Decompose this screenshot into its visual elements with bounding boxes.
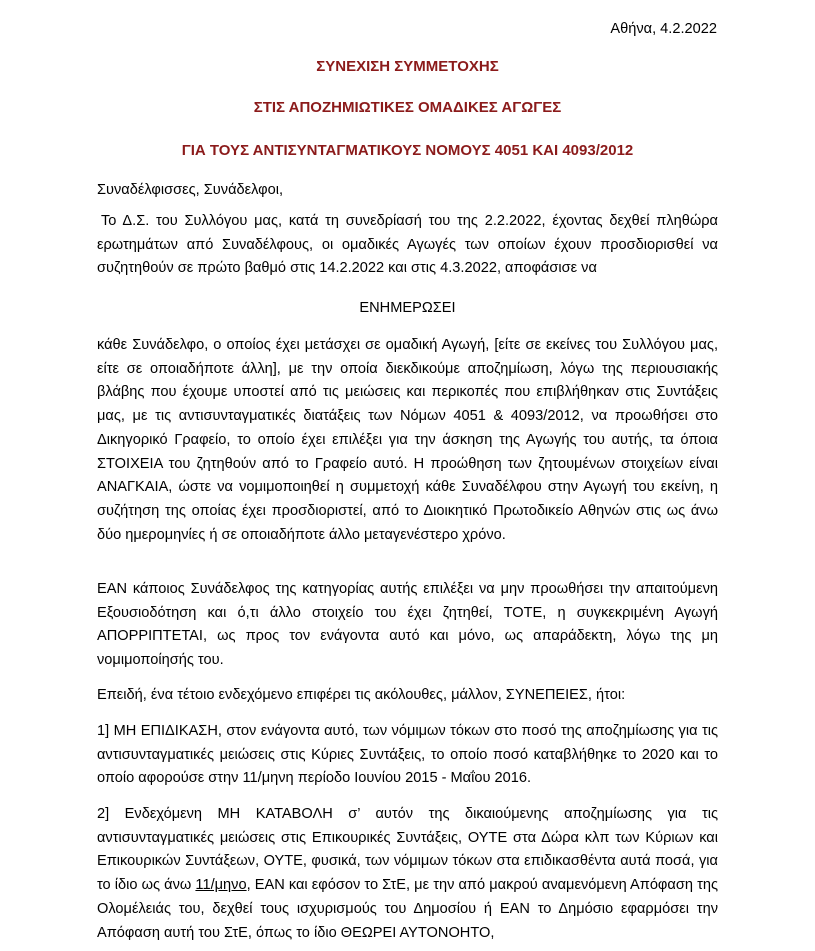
inform-heading: ΕΝΗΜΕΡΩΣΕΙ: [359, 300, 456, 316]
consequence-item-2: [97, 803, 718, 945]
body-paragraph-1: κάθε Συνάδελφο, ο οποίος έχει μετάσχει σε ομαδική Αγωγή, [είτε σε εκείνες του Συλλόγου μας, είτε σε οποιαδήποτε άλλη], με την οποία διεκδικούμε αποζημίωση, λόγω της περιουσιακής βλάβης που έχουμε υποστεί από τις μειώσεις και περικοπές που επιβλήθηκαν στις Συντάξεις μας, με τις αντισυνταγματικές διατάξεις των Νόμων 4051 & 4093/2012, να προωθήσει στο Δικηγορικό Γραφείο, το οποίο έχει επιλέξει για την άσκηση της Αγωγής του αυτής, τα όποια ΣΤΟΙΧΕΙΑ του ζητηθούν από το Γραφείο αυτό. Η προώθηση των ζητουμένων στοιχείων είναι ΑΝΑΓΚΑΙΑ, ώστε να νομιμοποιηθεί η συμμετοχή κάθε Συναδέλφου στην Αγωγή του εκείνη, η συζήτηση της οποίας έχει προσδιοριστεί, από το Διοικητικό Πρωτοδικείο Αθηνών στις ως άνω δύο ημερομηνίες ή σε οποιαδήποτε άλλο μεταγενέστερο χρόνο.: [97, 337, 718, 543]
intro-paragraph: Το Δ.Σ. του Συλλόγου μας, κατά τη συνεδρίασή του της 2.2.2022, έχοντας δεχθεί πληθώρα ερωτημάτων από Συναδέλφους, οι ομαδικές Αγωγές των οποίων έχουν προσδιορισθεί να συζητηθούν σε πρώτο βαθμό στις 14.2.2022 και στις 4.3.2022, αποφάσισε να: [97, 213, 718, 277]
item-2-text-end: , ΕΑΝ και εφόσον το ΣτΕ, με την από μακρού αναμενόμενη Απόφαση της Ολομέλειάς του, δεχθεί τους ισχυρισμούς του Δημοσίου ή ΕΑΝ το Δημόσιο εφαρμόσει την Απόφαση αυτή του ΣτΕ, όπως το ίδιο ΘΕΩΡΕΙ ΑΥΤΟΝΟΗΤΟ,: [97, 877, 718, 941]
item-2-text-start: 2] Ενδεχόμενη ΜΗ ΚΑΤΑΒΟΛΗ σ’ αυτόν της δικαιούμενης αποζημίωσης για τις αντισυνταγματικές μειώσεις στις Επικουρικές Συντάξεις, ΟΥΤΕ στα Δώρα κλπ των Κύριων και Επικουρικών Συντάξεων, ΟΥΤΕ, φυσικά, των νόμιμων τόκων στα επιδικασθέντα αυτά ποσά, για το ίδιο ως άνω: [97, 806, 718, 894]
title-line-1: ΣΥΝΕΧΙΣΗ ΣΥΜΜΕΤΟΧΗΣ: [316, 58, 499, 75]
greeting: Συναδέλφισσες, Συνάδελφοι,: [97, 182, 284, 198]
document-date: Αθήνα, 4.2.2022: [610, 21, 717, 37]
title-line-2: ΣΤΙΣ ΑΠΟΖΗΜΙΩΤΙΚΕΣ ΟΜΑΔΙΚΕΣ ΑΓΩΓΕΣ: [253, 99, 562, 116]
body-paragraph-2: ΕΑΝ κάποιος Συνάδελφος της κατηγορίας αυτής επιλέξει να μην προωθήσει την απαιτούμενη Εξουσιοδότηση και ό,τι άλλο στοιχείο του έχει ζητηθεί, ΤΟΤΕ, η συγκεκριμένη Αγωγή ΑΠΟΡΡΙΠΤΕΤΑΙ, ως προς τον ενάγοντα αυτό και μόνο, ως απαράδεκτη, λόγω της μη νομιμοποίησής του.: [97, 581, 718, 669]
item-2-underlined: 11/μηνο: [195, 877, 247, 894]
consequence-item-1: 1] ΜΗ ΕΠΙΔΙΚΑΣΗ, στον ενάγοντα αυτό, των νόμιμων τόκων στο ποσό της αποζημίωσης για τις αντισυνταγματικές μειώσεις στις Κύριες Συντάξεις, το οποίο ποσό καταβλήθηκε το 2020 και το οποίο αφορούσε στην 11/μηνη περίοδο Ιουνίου 2015 - Μαΐου 2016.: [97, 723, 718, 787]
body-paragraph-3: Επειδή, ένα τέτοιο ενδεχόμενο επιφέρει τις ακόλουθες, μάλλον, ΣΥΝΕΠΕΙΕΣ, ήτοι:: [97, 687, 626, 703]
title-line-3: ΓΙΑ ΤΟΥΣ ΑΝΤΙΣΥΝΤΑΓΜΑΤΙΚΟΥΣ ΝΟΜΟΥΣ 4051 ΚΑΙ 4093/2012: [181, 142, 634, 159]
